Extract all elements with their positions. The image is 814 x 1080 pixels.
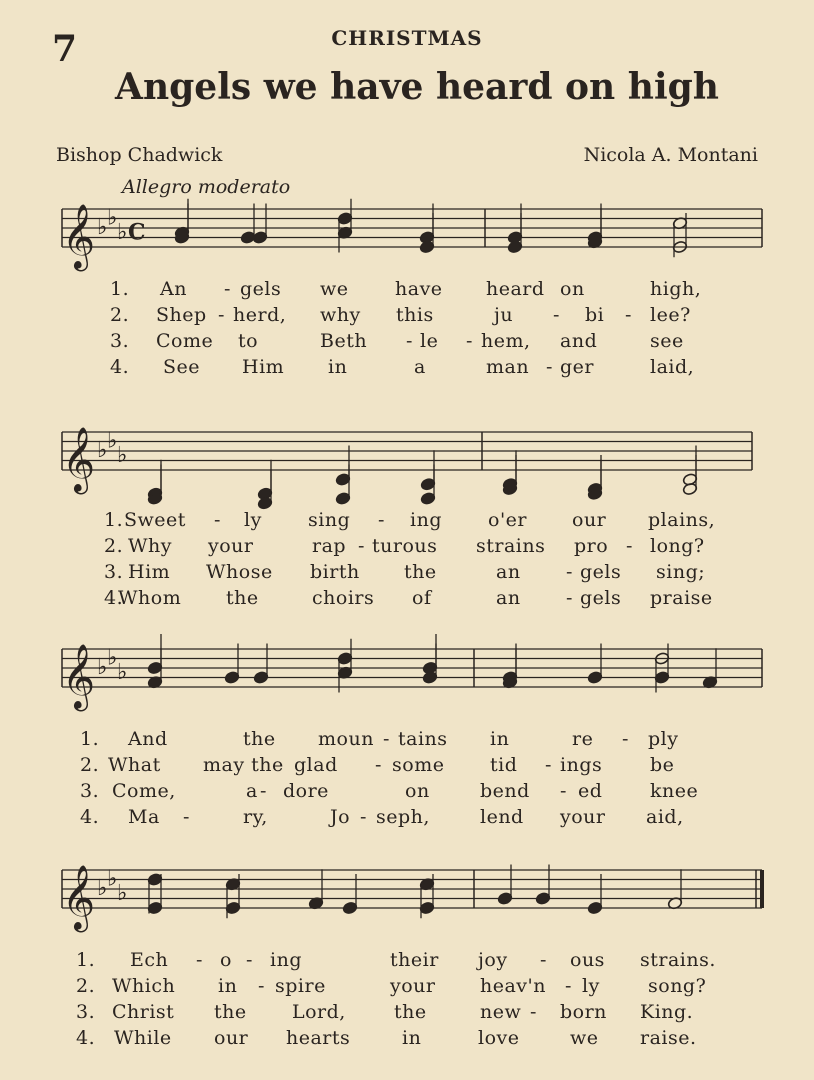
lyric-syllable: - (622, 728, 629, 750)
lyric-syllable: ings (560, 754, 603, 776)
lyric-syllable: - (378, 509, 385, 531)
flat-sign-icon: ♭ (107, 866, 118, 892)
lyric-syllable: - (625, 304, 632, 326)
lyric-syllable: hem, (481, 330, 531, 352)
lyric-syllable: Him (242, 356, 285, 378)
lyric-syllable: ly (244, 509, 262, 531)
lyric-syllable: - (258, 975, 265, 997)
lyric-syllable: ry, (243, 806, 268, 828)
lyric-syllable: raise. (640, 1027, 697, 1049)
lyric-syllable: laid, (650, 356, 695, 378)
lyric-syllable: An (160, 278, 187, 300)
lyric-syllable: gels (240, 278, 282, 300)
lyric-syllable: gels (580, 561, 622, 583)
lyric-syllable: tid (490, 754, 518, 776)
treble-clef-icon: 𝄞 (62, 644, 96, 709)
lyric-syllable: Which (112, 975, 176, 997)
composer: Nicola A. Montani (583, 144, 758, 166)
lyric-syllable: the (214, 1001, 247, 1023)
section-heading: CHRISTMAS (331, 26, 483, 50)
lyric-syllable: - (466, 330, 473, 352)
lyric-syllable: bend (480, 780, 530, 802)
lyric-syllable: - (626, 535, 633, 557)
verse-number: 1. (110, 278, 130, 300)
lyric-syllable: Ech (130, 949, 169, 971)
lyric-syllable: love (478, 1027, 520, 1049)
lyric-syllable: on (405, 780, 430, 802)
lyric-syllable: o (220, 949, 232, 971)
lyric-syllable: gels (580, 587, 622, 609)
flat-sign-icon: ♭ (107, 645, 118, 671)
lyric-syllable: be (650, 754, 675, 776)
lyric-syllable: choirs (312, 587, 375, 609)
lyric-syllable: - (545, 754, 552, 776)
flat-sign-icon: ♭ (117, 880, 128, 906)
lyric-syllable: Ma (128, 806, 160, 828)
tempo-marking: Allegro moderato (122, 176, 291, 198)
flat-sign-icon: ♭ (97, 655, 108, 680)
lyric-syllable: - (224, 278, 231, 300)
lyric-syllable: song? (648, 975, 707, 997)
lyricist: Bishop Chadwick (56, 144, 223, 166)
lyric-syllable: - (565, 975, 572, 997)
lyric-syllable: bi (585, 304, 605, 326)
lyric-syllable: Come, (112, 780, 176, 802)
lyric-syllable: King. (640, 1001, 694, 1023)
lyric-syllable: the (243, 728, 276, 750)
verse-number: 3. (80, 780, 100, 802)
lyric-syllable: - (358, 535, 365, 557)
verse-number: 1. (80, 728, 100, 750)
flat-sign-icon: ♭ (117, 442, 128, 468)
lyric-syllable: why (320, 304, 361, 326)
treble-clef-icon: 𝄞 (62, 427, 96, 492)
lyric-syllable: Sweet (124, 509, 186, 531)
lyric-syllable: Whom (118, 587, 182, 609)
lyric-syllable: lend (480, 806, 524, 828)
lyric-syllable: hearts (286, 1027, 351, 1049)
lyric-syllable: Come (156, 330, 214, 352)
lyric-syllable: - (566, 561, 573, 583)
lyric-syllable: and (560, 330, 598, 352)
verse-number: 2. (80, 754, 100, 776)
lyric-syllable: And (128, 728, 168, 750)
lyric-syllable: sing (308, 509, 351, 531)
lyric-syllable: have (395, 278, 443, 300)
lyric-syllable: strains (476, 535, 546, 557)
lyric-syllable: Whose (206, 561, 273, 583)
lyric-syllable: new (480, 1001, 522, 1023)
flat-sign-icon: ♭ (117, 219, 128, 245)
lyric-syllable: - (383, 728, 390, 750)
lyric-syllable: we (570, 1027, 599, 1049)
lyric-syllable: to (238, 330, 259, 352)
verse-number: 4. (110, 356, 130, 378)
lyric-syllable: your (390, 975, 436, 997)
verse-number: 3. (110, 330, 130, 352)
common-time-icon: C (128, 219, 146, 246)
verse-number: 2. (76, 975, 96, 997)
lyric-syllable: - (214, 509, 221, 531)
lyric-syllable: high, (650, 278, 702, 300)
lyric-syllable: our (214, 1027, 249, 1049)
lyric-syllable: man (486, 356, 530, 378)
lyric-syllable: born (560, 1001, 607, 1023)
lyric-syllable: - (546, 356, 553, 378)
verse-number: 4. (104, 587, 124, 609)
lyric-syllable: a (246, 780, 258, 802)
lyric-syllable: tains (398, 728, 448, 750)
lyric-syllable: ous (570, 949, 605, 971)
verse-number: 3. (76, 1001, 96, 1023)
verse-number: 1. (104, 509, 124, 531)
lyric-syllable: in (328, 356, 348, 378)
lyric-syllable: ly (582, 975, 600, 997)
lyric-syllable: of (412, 587, 432, 609)
lyric-syllable: - (260, 780, 267, 802)
lyric-syllable: in (402, 1027, 422, 1049)
lyric-syllable: - (246, 949, 253, 971)
lyric-syllable: the (394, 1001, 427, 1023)
verse-number: 3. (104, 561, 124, 583)
lyric-syllable: ed (578, 780, 603, 802)
lyric-syllable: we (320, 278, 349, 300)
lyric-syllable: ing (270, 949, 302, 971)
lyric-syllable: plains, (648, 509, 716, 531)
lyric-syllable: knee (650, 780, 699, 802)
treble-clef-icon: 𝄞 (62, 204, 96, 269)
verse-number: 2. (104, 535, 124, 557)
lyric-syllable: some (392, 754, 445, 776)
verse-number: 4. (76, 1027, 96, 1049)
flat-sign-icon: ♭ (97, 876, 108, 901)
lyric-syllable: - (553, 304, 560, 326)
lyric-syllable: glad (294, 754, 338, 776)
lyric-syllable: Shep (156, 304, 207, 326)
lyric-syllable: Jo (330, 806, 351, 828)
lyric-syllable: turous (372, 535, 438, 557)
lyric-syllable: this (396, 304, 434, 326)
lyric-syllable: your (208, 535, 254, 557)
page-number: 7 (52, 28, 78, 70)
lyric-syllable: praise (650, 587, 713, 609)
lyric-syllable: ply (648, 728, 679, 750)
lyric-syllable: an (496, 561, 521, 583)
lyric-syllable: their (390, 949, 439, 971)
lyric-syllable: ing (410, 509, 442, 531)
lyric-syllable: in (218, 975, 238, 997)
lyric-syllable: your (560, 806, 606, 828)
lyric-syllable: the (226, 587, 259, 609)
lyric-syllable: - (566, 587, 573, 609)
flat-sign-icon: ♭ (117, 659, 128, 685)
lyric-syllable: Him (128, 561, 171, 583)
lyric-syllable: ju (494, 304, 514, 326)
hymn-title: Angels we have heard on high (115, 66, 719, 108)
lyric-syllable: - (183, 806, 190, 828)
lyric-syllable: birth (310, 561, 360, 583)
lyric-syllable: in (490, 728, 510, 750)
lyric-syllable: Christ (112, 1001, 175, 1023)
verse-number: 2. (110, 304, 130, 326)
flat-sign-icon: ♭ (107, 205, 118, 231)
lyric-syllable: the (404, 561, 437, 583)
lyric-syllable: - (375, 754, 382, 776)
lyric-syllable: rap (312, 535, 347, 557)
lyric-syllable: see (650, 330, 684, 352)
lyric-syllable: on (560, 278, 585, 300)
lyric-syllable: - (196, 949, 203, 971)
lyric-syllable: re (572, 728, 594, 750)
lyric-syllable: joy (478, 949, 508, 971)
verse-number: 4. (80, 806, 100, 828)
lyric-syllable: Why (128, 535, 172, 557)
lyric-syllable: seph, (376, 806, 430, 828)
lyric-syllable: a (414, 356, 426, 378)
flat-sign-icon: ♭ (107, 428, 118, 454)
flat-sign-icon: ♭ (97, 438, 108, 463)
lyric-syllable: o'er (488, 509, 527, 531)
lyric-syllable: sing; (656, 561, 706, 583)
flat-sign-icon: ♭ (97, 215, 108, 240)
lyric-syllable: lee? (650, 304, 691, 326)
lyric-syllable: - (360, 806, 367, 828)
lyric-syllable: aid, (646, 806, 684, 828)
lyric-syllable: strains. (640, 949, 716, 971)
lyric-syllable: Lord, (292, 1001, 346, 1023)
lyric-syllable: - (530, 1001, 537, 1023)
lyric-syllable: - (540, 949, 547, 971)
treble-clef-icon: 𝄞 (62, 865, 96, 930)
lyric-syllable: What (108, 754, 161, 776)
lyric-syllable: herd, (233, 304, 287, 326)
lyric-syllable: ger (560, 356, 594, 378)
lyric-syllable: heard (486, 278, 545, 300)
lyric-syllable: pro (574, 535, 609, 557)
lyric-syllable: heav'n (480, 975, 547, 997)
lyric-syllable: an (496, 587, 521, 609)
lyric-syllable: See (163, 356, 201, 378)
lyric-syllable: - (560, 780, 567, 802)
lyric-syllable: long? (650, 535, 705, 557)
lyric-syllable: - (406, 330, 413, 352)
lyric-syllable: le (420, 330, 439, 352)
verse-number: 1. (76, 949, 96, 971)
lyric-syllable: dore (283, 780, 329, 802)
lyric-syllable: spire (275, 975, 326, 997)
lyric-syllable: moun (318, 728, 374, 750)
lyric-syllable: While (114, 1027, 172, 1049)
lyric-syllable: may the (203, 754, 284, 776)
lyric-syllable: - (218, 304, 225, 326)
lyric-syllable: our (572, 509, 607, 531)
lyric-syllable: Beth (320, 330, 368, 352)
